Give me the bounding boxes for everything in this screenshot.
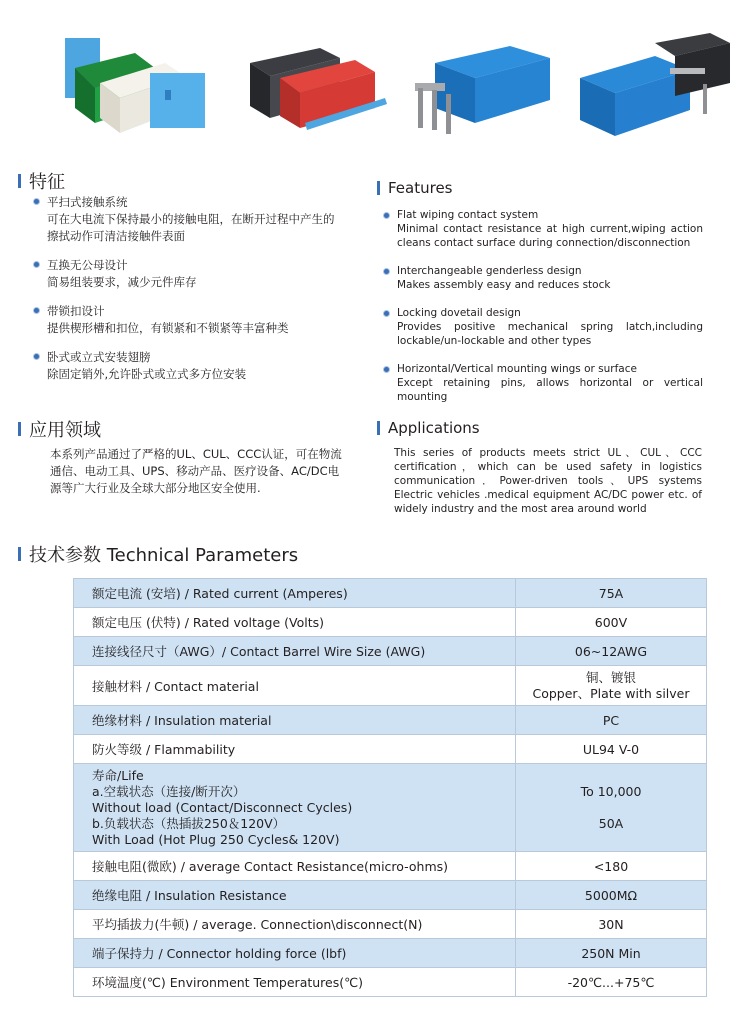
bullet-icon	[383, 310, 390, 317]
table-row	[74, 666, 707, 706]
feature-desc: Minimal contact resistance at high current,wiping action cleans contact surface during connection/disconnection	[397, 223, 703, 249]
bullet-icon	[383, 268, 390, 275]
heading-marker	[377, 421, 380, 435]
param-label: 接触电阻(微欧) / average Contact Resistance(micro-ohms)	[74, 852, 516, 881]
param-value: 铜、镀银 Copper、Plate with silver	[516, 666, 707, 706]
connector-image-blue-black	[575, 28, 735, 140]
list-item	[383, 306, 703, 348]
tech-heading	[18, 541, 298, 567]
table-row	[74, 637, 707, 666]
feature-desc: 可在大电流下保持最小的接触电阻，在断开过程中产生的擦拭动作可清洁接触件表面	[47, 212, 335, 243]
feature-desc: 除固定销外,允许卧式或立式多方位安装	[47, 367, 247, 381]
tech-parameters-table	[73, 578, 707, 997]
param-value: 75A	[516, 579, 707, 608]
features-en-list	[383, 208, 703, 404]
param-label: 端子保持力 / Connector holding force (lbf)	[74, 939, 516, 968]
bullet-icon	[33, 261, 40, 268]
applications-cn-heading	[18, 416, 101, 442]
param-value: 600V	[516, 608, 707, 637]
applications-en-heading	[377, 419, 480, 437]
feature-desc: 提供楔形槽和扣位，有锁紧和不锁紧等丰富种类	[47, 321, 289, 335]
connector-image-green-white	[55, 28, 215, 140]
applications-en-text: This series of products meets strict UL、CUL、CCC certification，which can be used safety in logistics communication．Power-driven tools、UPS systems Electric vehicles .medical equipment AC/DC power etc. of widely industry and the most area around world	[394, 447, 702, 515]
bullet-icon	[33, 307, 40, 314]
feature-title: Locking dovetail design	[397, 307, 521, 319]
list-item	[33, 194, 343, 245]
param-label: 平均插拔力(牛顿) / average. Connection\disconnect(N)	[74, 910, 516, 939]
table-row	[74, 735, 707, 764]
applications-cn-title: 应用领域	[29, 420, 101, 441]
feature-title: 卧式或立式安装翅膀	[47, 350, 151, 364]
features-cn-heading	[18, 168, 65, 194]
param-value: PC	[516, 706, 707, 735]
param-label: 绝缘材料 / Insulation material	[74, 706, 516, 735]
heading-marker	[18, 422, 21, 436]
feature-title: Horizontal/Vertical mounting wings or surface	[397, 363, 637, 375]
feature-title: 平扫式接触系统	[47, 195, 128, 209]
param-label: 环境温度(℃) Environment Temperatures(℃)	[74, 968, 516, 997]
features-cn-list	[33, 194, 343, 395]
feature-title: Flat wiping contact system	[397, 209, 539, 221]
table-row	[74, 881, 707, 910]
param-value: 250N Min	[516, 939, 707, 968]
feature-desc: Makes assembly easy and reduces stock	[397, 279, 611, 291]
feature-desc: Provides positive mechanical spring latch,including lockable/un-lockable and other types	[397, 321, 703, 347]
param-label: 寿命/Life a.空载状态（连接/断开次） Without load (Contact/Disconnect Cycles) b.负载状态（热插拔250＆120V） With Load (Hot Plug 250 Cycles& 120V)	[74, 764, 516, 852]
feature-desc: Except retaining pins, allows horizontal or vertical mounting	[397, 377, 703, 403]
heading-marker	[18, 174, 21, 188]
connector-image-black-red	[245, 28, 395, 140]
param-label: 绝缘电阻 / Insulation Resistance	[74, 881, 516, 910]
bullet-icon	[383, 212, 390, 219]
feature-title: 互换无公母设计	[47, 258, 128, 272]
param-value: To 10,000 50A	[516, 764, 707, 852]
table-row	[74, 764, 707, 852]
product-images	[0, 0, 750, 150]
feature-desc: 简易组装要求，减少元件库存	[47, 275, 197, 289]
param-value: 06~12AWG	[516, 637, 707, 666]
table-row	[74, 910, 707, 939]
param-label: 防火等级 / Flammability	[74, 735, 516, 764]
bullet-icon	[33, 353, 40, 360]
param-value: 30N	[516, 910, 707, 939]
features-en-heading	[377, 179, 453, 197]
table-row	[74, 579, 707, 608]
table-row	[74, 968, 707, 997]
applications-cn-text: 本系列产品通过了严格的UL、CUL、CCC认证，可在物流通信、电动工具、UPS、移动产品、医疗设备、AC/DC电源等广大行业及全球大部分地区安全使用.	[50, 447, 342, 495]
bullet-icon	[33, 198, 40, 205]
param-value: <180	[516, 852, 707, 881]
features-cn-title: 特征	[29, 172, 65, 193]
param-label: 接触材料 / Contact material	[74, 666, 516, 706]
feature-title: 带锁扣设计	[47, 304, 105, 318]
table-row	[74, 939, 707, 968]
heading-marker	[18, 547, 21, 561]
param-label: 额定电压 (伏特) / Rated voltage (Volts)	[74, 608, 516, 637]
connector-image-blue-pins	[410, 28, 560, 140]
tech-title: 技术参数 Technical Parameters	[29, 545, 299, 566]
list-item	[33, 257, 343, 291]
param-label: 额定电流 (安培) / Rated current (Amperes)	[74, 579, 516, 608]
features-en-title: Features	[388, 179, 453, 197]
list-item	[33, 349, 343, 383]
table-row	[74, 852, 707, 881]
list-item	[33, 303, 343, 337]
param-value: UL94 V-0	[516, 735, 707, 764]
table-row	[74, 608, 707, 637]
list-item	[383, 208, 703, 250]
param-value: 5000MΩ	[516, 881, 707, 910]
feature-title: Interchangeable genderless design	[397, 265, 582, 277]
list-item	[383, 264, 703, 292]
heading-marker	[377, 181, 380, 195]
bullet-icon	[383, 366, 390, 373]
list-item	[383, 362, 703, 404]
param-label: 连接线径尺寸（AWG）/ Contact Barrel Wire Size (AWG)	[74, 637, 516, 666]
param-value: -20℃...+75℃	[516, 968, 707, 997]
applications-en-title: Applications	[388, 419, 480, 437]
table-row	[74, 706, 707, 735]
